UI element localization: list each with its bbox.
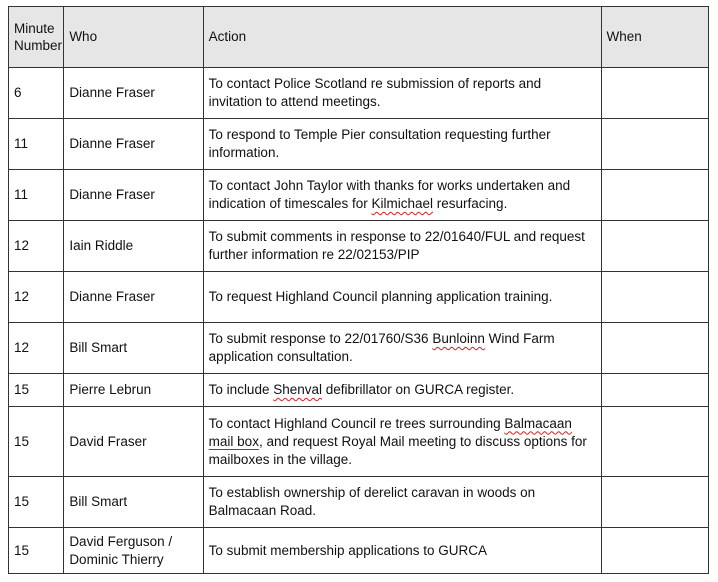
who-cell: Bill Smart: [64, 477, 203, 528]
table-row: [9, 221, 709, 272]
action-cell: To establish ownership of derelict caravan in woods on Balmacaan Road.: [203, 477, 601, 528]
minute-cell: 12: [9, 221, 64, 272]
when-cell[interactable]: [601, 119, 708, 170]
minute-cell: 11: [9, 119, 64, 170]
action-cell: To submit comments in response to 22/01640/FUL and request further information re 22/02153/PIP: [203, 221, 601, 272]
spellcheck-flag: Kilmichael: [371, 196, 434, 211]
who-cell: Bill Smart: [64, 323, 203, 374]
minute-cell: 15: [9, 407, 64, 477]
table-row: [9, 272, 709, 323]
table-row: [9, 374, 709, 407]
spellcheck-flag: Shenval: [273, 382, 323, 397]
minute-cell: 15: [9, 528, 64, 574]
table-row: [9, 68, 709, 119]
when-cell[interactable]: [601, 170, 708, 221]
action-cell: To contact Highland Council re trees surrounding Balmacaan mail box, and request Royal Mail meeting to discuss options for mailboxes in the village.: [203, 407, 601, 477]
minute-cell: 15: [9, 374, 64, 407]
header-action: Action: [203, 7, 601, 68]
action-cell: To contact Police Scotland re submission of reports and invitation to attend meetings.: [203, 68, 601, 119]
when-cell[interactable]: [601, 68, 708, 119]
minute-cell: 12: [9, 323, 64, 374]
who-cell: Dianne Fraser: [64, 68, 203, 119]
who-cell: Pierre Lebrun: [64, 374, 203, 407]
when-cell[interactable]: [601, 323, 708, 374]
table-row: [9, 528, 709, 574]
minute-cell: 11: [9, 170, 64, 221]
action-cell: To contact John Taylor with thanks for works undertaken and indication of timescales for Kilmichael resurfacing.: [203, 170, 601, 221]
who-cell: Iain Riddle: [64, 221, 203, 272]
action-table: [8, 6, 709, 574]
table-row: [9, 477, 709, 528]
who-cell: Dianne Fraser: [64, 272, 203, 323]
header-minute-number: Minute Number: [9, 7, 64, 68]
who-cell: Dianne Fraser: [64, 119, 203, 170]
action-cell: To submit membership applications to GURCA: [203, 528, 601, 574]
when-cell[interactable]: [601, 528, 708, 574]
when-cell[interactable]: [601, 272, 708, 323]
who-cell: David Fraser: [64, 407, 203, 477]
header-when: When: [601, 7, 708, 68]
action-cell: To respond to Temple Pier consultation requesting further information.: [203, 119, 601, 170]
when-cell[interactable]: [601, 477, 708, 528]
who-cell: Dianne Fraser: [64, 170, 203, 221]
table-row: [9, 407, 709, 477]
who-cell: David Ferguson / Dominic Thierry: [64, 528, 203, 574]
header-row: [9, 7, 709, 68]
action-cell: To request Highland Council planning application training.: [203, 272, 601, 323]
when-cell[interactable]: [601, 221, 708, 272]
minute-cell: 6: [9, 68, 64, 119]
action-cell: To include Shenval defibrillator on GURCA register.: [203, 374, 601, 407]
spellcheck-flag: Balmacaan: [504, 415, 572, 431]
table-row: [9, 323, 709, 374]
action-cell: To submit response to 22/01760/S36 Bunloinn Wind Farm application consultation.: [203, 323, 601, 374]
grammar-flag: mail box: [208, 433, 259, 449]
header-who: Who: [64, 7, 203, 68]
table-row: [9, 119, 709, 170]
when-cell[interactable]: [601, 407, 708, 477]
when-cell[interactable]: [601, 374, 708, 407]
spellcheck-flag: Bunloinn: [432, 331, 485, 346]
table-row: [9, 170, 709, 221]
minute-cell: 12: [9, 272, 64, 323]
minute-cell: 15: [9, 477, 64, 528]
